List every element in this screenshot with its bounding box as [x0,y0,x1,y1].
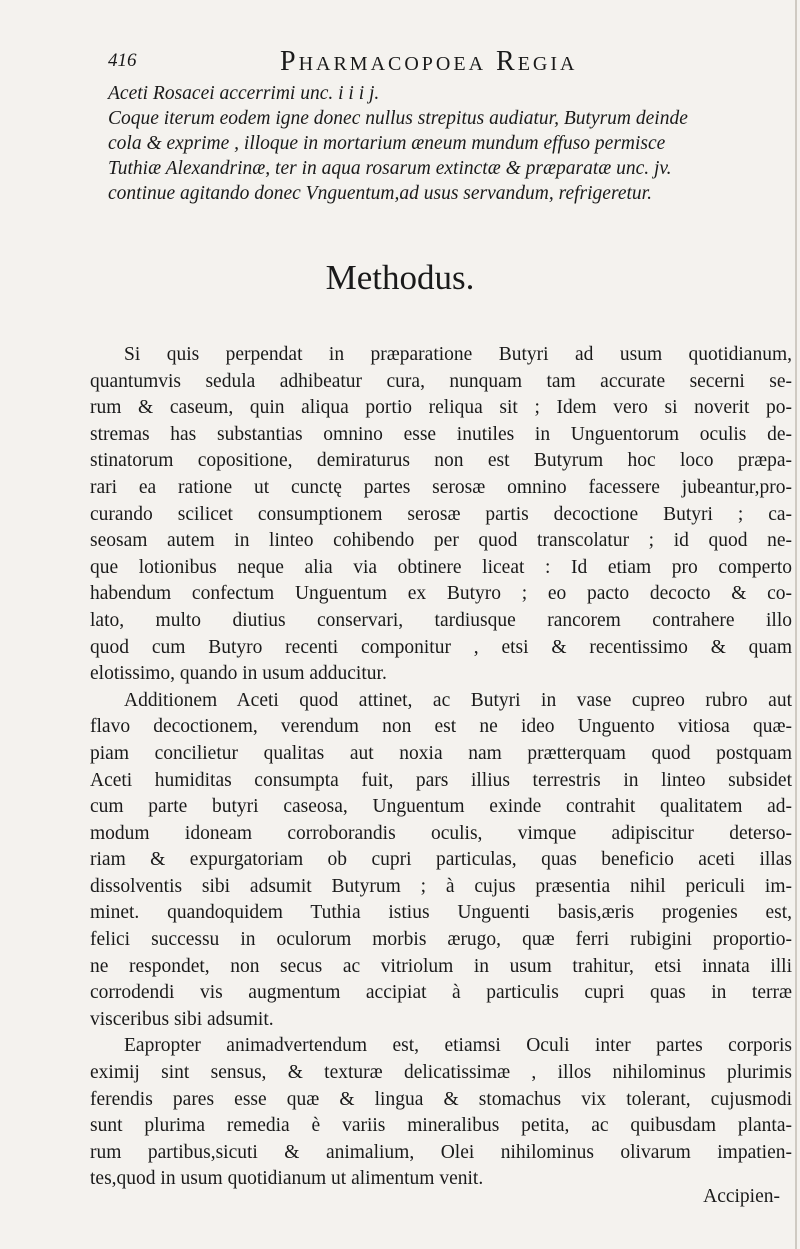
text-line: quantumvis sedula adhibeatur cura, nunquam tam accurate secerni se- [90,370,792,392]
text-line: elotissimo, quando in usum adducitur. [90,663,387,685]
section-heading: Methodus. [325,258,475,297]
page-number: 416 [108,50,137,71]
text-line: modum idoneam corroborandis oculis, vimque adipiscitur deterso- [90,822,792,844]
text-line: Eapropter animadvertendum est, etiamsi Oculi inter partes corporis [124,1035,792,1057]
text-line: ferendis pares esse quæ & lingua & stomachus vix tolerant, cujusmodi [90,1088,792,1110]
text-line: rum partibus,sicuti & animalium, Olei nihilominus olivarum impatien- [90,1141,792,1163]
text-line: curando scilicet consumptionem serosæ partis decoctione Butyri ; ca- [90,503,792,525]
text-line: tes,quod in usum quotidianum ut alimentum venit. [90,1168,484,1190]
text-line: rum & caseum, quin aliqua portio reliqua sit ; Idem vero si noverit po- [90,397,792,419]
text-line: flavo decoctionem, verendum non est ne ideo Unguento vitiosa quæ- [90,716,792,738]
running-title: Pharmacopoea Regia [280,46,578,77]
text-line: eximij sint sensus, & texturæ delicatissimæ , illos nihilominus plurimis [90,1062,792,1084]
recipe-line: Tuthiæ Alexandrinæ, ter in aqua rosarum extinctæ & præparatæ unc. jv. [108,158,672,179]
body-text [90,342,792,1193]
text-line: ne respondet, non secus ac vitriolum in usum trahitur, etsi innata illi [90,955,792,977]
text-line: stremas has substantias omnino esse inutiles in Unguentorum oculis de- [90,423,792,445]
recipe-line: Coque iterum eodem igne donec nullus strepitus audiatur, Butyrum deinde [108,108,688,129]
text-line: piam concilietur qualitas aut noxia nam prætterquam quod postquam [90,742,792,764]
text-line: corrodendi vis augmentum accipiat à particulis cupri quas in terræ [90,982,792,1004]
text-line: minet. quandoquidem Tuthia istius Unguenti basis,æris progenies est, [90,902,792,924]
text-line: que lotionibus neque alia via obtinere liceat : Id etiam pro comperto [90,556,792,578]
catchword: Accipien- [703,1186,780,1207]
text-line: stinatorum copositione, demiraturus non est Butyrum hoc loco præpa- [90,450,792,472]
text-line: felici successu in oculorum morbis ærugo, quæ ferri rubigini proportio- [90,929,792,951]
text-line: seosam autem in linteo cohibendo per quod transcolatur ; id quod ne- [90,530,792,552]
text-line: cum parte butyri caseosa, Unguentum exinde contrahit qualitatem ad- [90,796,792,818]
page-edge [795,0,797,1249]
text-line: Si quis perpendat in præparatione Butyri ad usum quotidianum, [124,344,792,365]
text-line: visceribus sibi adsumit. [90,1008,274,1030]
recipe-line: continue agitando donec Vnguentum,ad usus servandum, refrigeretur. [108,183,652,204]
recipe-text [108,81,792,206]
text-line: riam & expurgatoriam ob cupri particulas, quas beneficio aceti illas [90,849,792,871]
page-header [108,46,798,80]
text-line: rari ea ratione ut cunctę partes serosæ omnino facessere jubeantur,pro- [90,476,792,498]
text-line: Aceti humiditas consumpta fuit, pars illius terrestris in linteo subsidet [90,769,792,791]
text-line: lato, multo diutius conservari, tardiusque rancorem contrahere illo [90,609,792,631]
text-line: quod cum Butyro recenti componitur , etsi & recentissimo & quam [90,636,792,658]
text-line: Additionem Aceti quod attinet, ac Butyri in vase cupreo rubro aut [124,689,792,711]
recipe-line: cola & exprime , illoque in mortarium æneum mundum effuso permisce [108,133,666,154]
text-line: dissolventis sibi adsumit Butyrum ; à cujus præsentia nihil periculi im- [90,875,792,897]
recipe-line: Aceti Rosacei accerrimi unc. i i i j. [108,83,380,104]
text-line: habendum confectum Unguentum ex Butyro ; eo pacto decocto & co- [90,583,792,605]
text-line: sunt plurima remedia è variis mineralibus petita, ac quibusdam planta- [90,1115,792,1137]
